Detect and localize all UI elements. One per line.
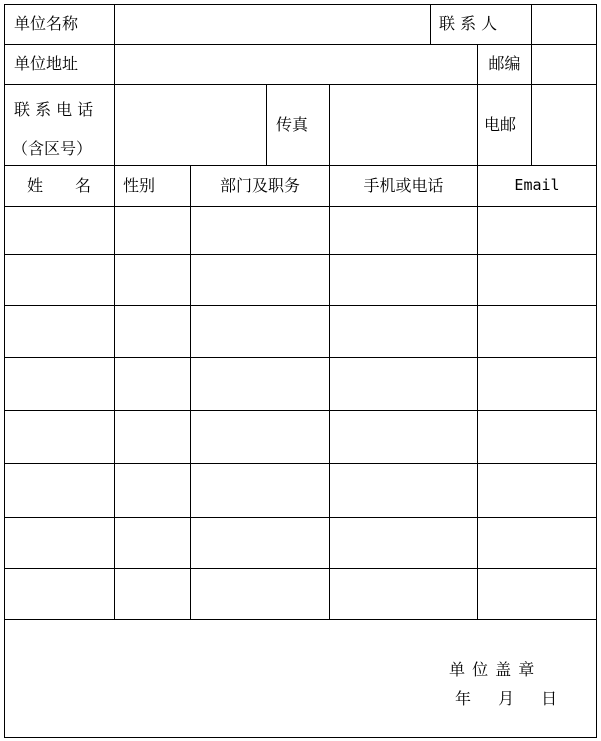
phone-label-line1: 联 系 电 话	[14, 100, 94, 119]
table-cell-gender[interactable]	[115, 464, 190, 517]
table-cell-email[interactable]	[478, 464, 596, 517]
column-header-name: 姓 名	[26, 175, 91, 195]
table-cell-name[interactable]	[5, 255, 114, 305]
table-cell-email[interactable]	[478, 358, 596, 410]
table-cell-mobile-phone[interactable]	[330, 358, 477, 410]
contact-person-label: 联 系 人	[439, 14, 498, 33]
table-cell-email[interactable]	[478, 207, 596, 254]
column-header-email: Email	[514, 176, 560, 194]
table-cell-gender[interactable]	[115, 411, 190, 463]
table-cell-name[interactable]	[5, 518, 114, 568]
table-cell-name[interactable]	[5, 207, 114, 254]
table-cell-gender[interactable]	[115, 518, 190, 568]
table-cell-gender[interactable]	[115, 569, 190, 619]
fax-label: 传真	[276, 114, 309, 134]
stamp-label: 单 位 盖 章	[449, 660, 536, 679]
contact-person-field[interactable]	[532, 5, 596, 44]
table-cell-department-position[interactable]	[191, 411, 329, 463]
table-cell-department-position[interactable]	[191, 306, 329, 357]
table-cell-name[interactable]	[5, 569, 114, 619]
table-cell-mobile-phone[interactable]	[330, 518, 477, 568]
table-cell-name[interactable]	[5, 306, 114, 357]
unit-address-field[interactable]	[115, 45, 477, 84]
table-cell-email[interactable]	[478, 255, 596, 305]
table-cell-gender[interactable]	[115, 255, 190, 305]
table-cell-email[interactable]	[478, 411, 596, 463]
table-cell-mobile-phone[interactable]	[330, 255, 477, 305]
table-cell-mobile-phone[interactable]	[330, 569, 477, 619]
column-header-mobile-phone: 手机或电话	[363, 175, 444, 195]
phone-field[interactable]	[115, 85, 266, 165]
table-cell-mobile-phone[interactable]	[330, 207, 477, 254]
table-cell-department-position[interactable]	[191, 569, 329, 619]
unit-name-field[interactable]	[115, 5, 430, 44]
email-short-label: 电邮	[484, 114, 517, 134]
date-label: 年 月 日	[455, 689, 560, 708]
table-cell-name[interactable]	[5, 358, 114, 410]
table-cell-email[interactable]	[478, 518, 596, 568]
postcode-label: 邮编	[488, 54, 521, 73]
table-cell-department-position[interactable]	[191, 255, 329, 305]
table-cell-gender[interactable]	[115, 358, 190, 410]
table-cell-gender[interactable]	[115, 207, 190, 254]
table-cell-mobile-phone[interactable]	[330, 411, 477, 463]
unit-address-label: 单位地址	[14, 54, 79, 73]
table-cell-department-position[interactable]	[191, 464, 329, 517]
table-cell-email[interactable]	[478, 569, 596, 619]
table-cell-department-position[interactable]	[191, 518, 329, 568]
table-cell-name[interactable]	[5, 464, 114, 517]
column-header-gender: 性别	[123, 175, 156, 195]
phone-label-line2: （含区号）	[12, 139, 93, 158]
table-cell-mobile-phone[interactable]	[330, 464, 477, 517]
stamp-area	[5, 620, 596, 737]
email-short-field[interactable]	[532, 85, 596, 165]
table-cell-department-position[interactable]	[191, 358, 329, 410]
fax-field[interactable]	[330, 85, 477, 165]
postcode-field[interactable]	[532, 45, 596, 84]
table-cell-name[interactable]	[5, 411, 114, 463]
table-cell-email[interactable]	[478, 306, 596, 357]
unit-name-label: 单位名称	[14, 14, 79, 33]
phone-label	[4, 84, 114, 165]
table-cell-mobile-phone[interactable]	[330, 306, 477, 357]
table-cell-gender[interactable]	[115, 306, 190, 357]
column-header-department-position: 部门及职务	[219, 175, 300, 195]
table-cell-department-position[interactable]	[191, 207, 329, 254]
